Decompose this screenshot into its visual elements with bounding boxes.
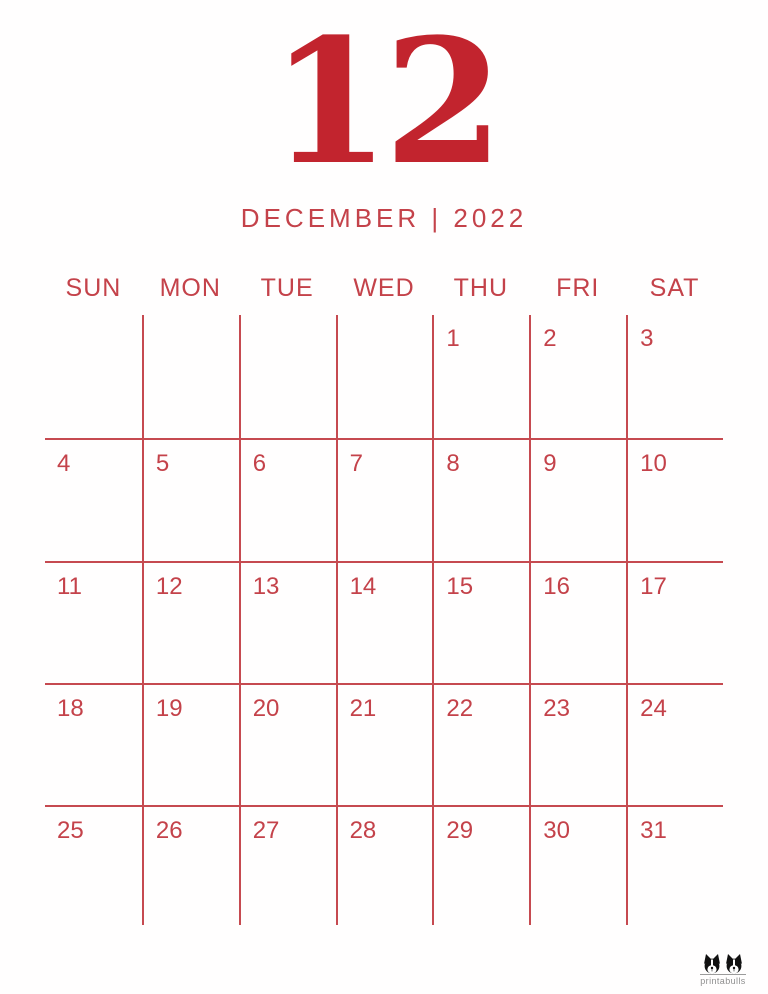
day-cell-28: 28: [336, 805, 433, 925]
day-header-sun: SUN: [65, 273, 122, 302]
day-cell-29: 29: [432, 805, 529, 925]
day-cell-6: 6: [239, 438, 336, 561]
day-header-thu: THU: [453, 273, 509, 302]
day-cell-26: 26: [142, 805, 239, 925]
day-cell-12: 12: [142, 561, 239, 683]
day-cell-17: 17: [626, 561, 723, 683]
day-cell-18: 18: [45, 683, 142, 805]
day-cell-13: 13: [239, 561, 336, 683]
day-cell-empty: [45, 315, 142, 438]
day-cell-empty: [142, 315, 239, 438]
day-cell-30: 30: [529, 805, 626, 925]
day-cell-25: 25: [45, 805, 142, 925]
bulldog-faces-icon: [703, 954, 743, 975]
day-cell-14: 14: [336, 561, 433, 683]
day-cell-11: 11: [45, 561, 142, 683]
day-cell-19: 19: [142, 683, 239, 805]
brand-name: printabulls: [700, 976, 746, 986]
day-cell-8: 8: [432, 438, 529, 561]
day-cell-3: 3: [626, 315, 723, 438]
day-header-sat: SAT: [649, 273, 700, 302]
day-cell-10: 10: [626, 438, 723, 561]
day-cell-7: 7: [336, 438, 433, 561]
day-header-fri: FRI: [556, 273, 600, 302]
day-cell-16: 16: [529, 561, 626, 683]
day-header-tue: TUE: [260, 273, 314, 302]
day-cell-15: 15: [432, 561, 529, 683]
month-number: 12: [270, 0, 498, 203]
day-cell-2: 2: [529, 315, 626, 438]
month-title: DECEMBER | 2022: [240, 203, 528, 233]
day-cell-empty: [336, 315, 433, 438]
calendar-grid: [45, 315, 723, 925]
brand-logo: [697, 954, 749, 986]
brand-divider: [700, 974, 746, 975]
day-cell-22: 22: [432, 683, 529, 805]
day-cell-27: 27: [239, 805, 336, 925]
day-cell-31: 31: [626, 805, 723, 925]
day-cell-4: 4: [45, 438, 142, 561]
day-header-mon: MON: [159, 273, 221, 302]
day-cell-5: 5: [142, 438, 239, 561]
day-cell-24: 24: [626, 683, 723, 805]
day-header-wed: WED: [353, 273, 415, 302]
day-cell-9: 9: [529, 438, 626, 561]
day-of-week-header-row: [45, 272, 723, 304]
day-cell-21: 21: [336, 683, 433, 805]
day-cell-20: 20: [239, 683, 336, 805]
day-cell-1: 1: [432, 315, 529, 438]
day-cell-23: 23: [529, 683, 626, 805]
day-cell-empty: [239, 315, 336, 438]
